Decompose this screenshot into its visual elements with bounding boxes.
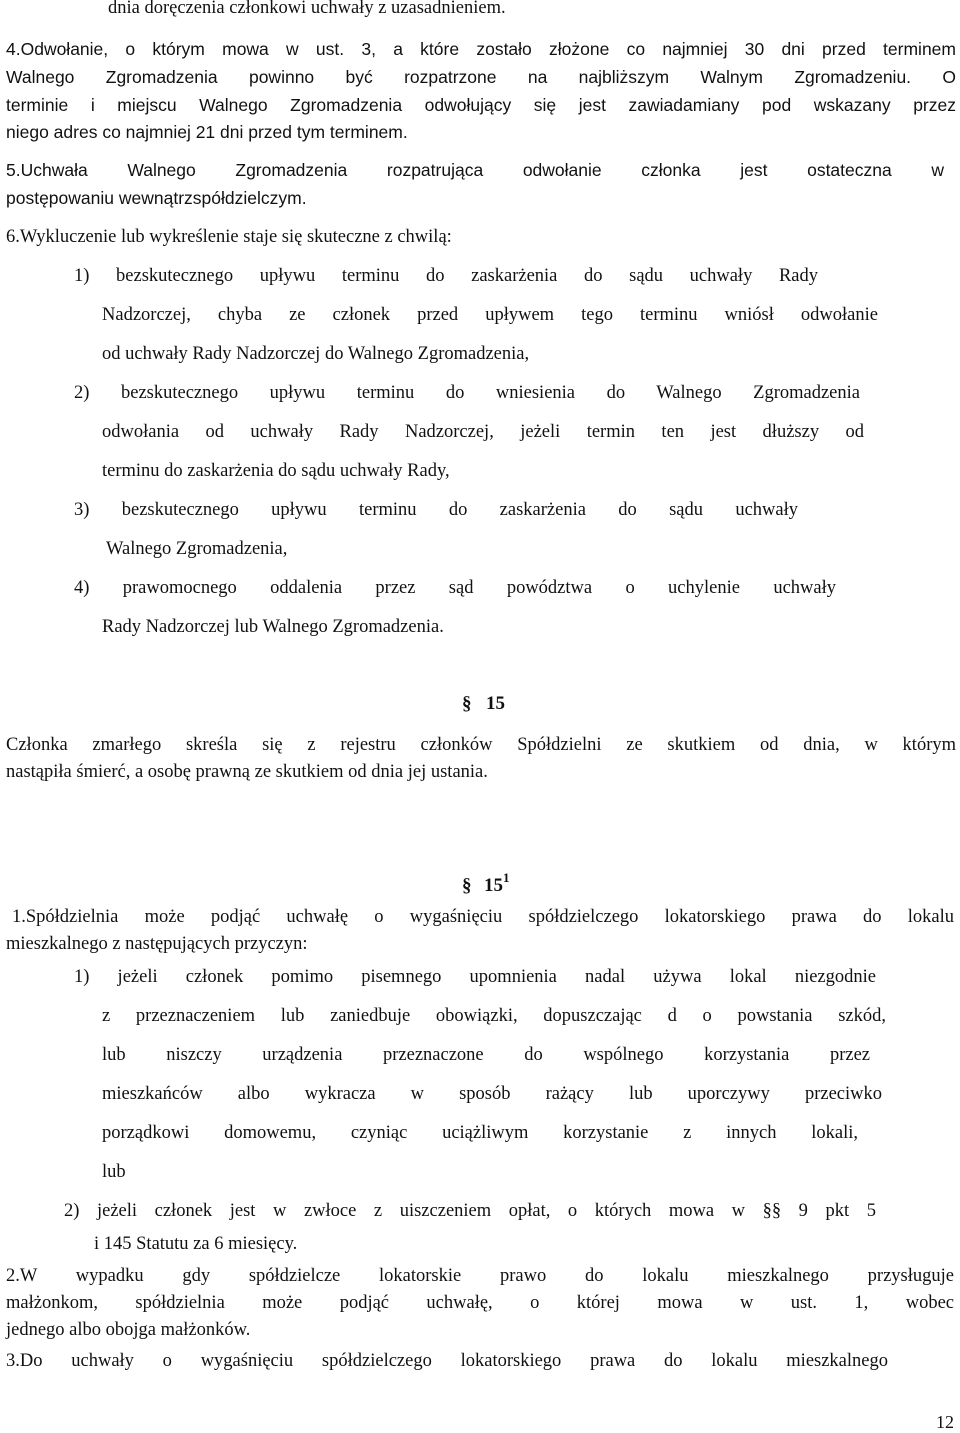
text-line: Rady Nadzorczej lub Walnego Zgromadzenia. (102, 617, 444, 637)
section-heading (462, 866, 510, 898)
text-line: od uchwały Rady Nadzorczej do Walnego Zgromadzenia, (102, 344, 530, 364)
text-line: Członka zmarłego skreśla się z rejestru członków Spółdzielni ze skutkiem od dnia, w którym (6, 735, 956, 755)
page-number: 12 (936, 1412, 954, 1432)
section-heading (462, 692, 505, 716)
list-item: 1) jeżeli członek pomimo pisemnego upomnienia nadal używa lokal niezgodnie (74, 967, 876, 987)
text-line: Nadzorczej, chyba ze członek przed upływem tego terminu wniósł odwołanie (102, 305, 878, 325)
section-mark: § (462, 875, 472, 896)
list-item: 2) jeżeli członek jest w zwłoce z uiszczeniem opłat, o których mowa w §§ 9 pkt 5 (64, 1201, 876, 1221)
text-line: jednego albo obojga małżonków. (6, 1320, 251, 1340)
section-mark: § (462, 693, 472, 714)
text-line: 4.Odwołanie, o którym mowa w ust. 3, a które zostało złożone co najmniej 30 dni przed terminem (6, 39, 956, 59)
text-line: Walnego Zgromadzenia, (106, 539, 288, 559)
list-item: 1) bezskutecznego upływu terminu do zaskarżenia do sądu uchwały Rady (74, 266, 818, 286)
text-line: 5.Uchwała Walnego Zgromadzenia rozpatrująca odwołanie członka jest ostateczna w (6, 160, 944, 180)
text-line: postępowaniu wewnątrzspółdzielczym. (6, 188, 307, 208)
text-line: porządkowi domowemu, czyniąc uciążliwym korzystanie z innych lokali, (102, 1123, 858, 1143)
text-line: 1.Spółdzielnia może podjąć uchwałę o wygaśnięciu spółdzielczego lokatorskiego prawa do lokalu (12, 907, 954, 927)
text-line: 3.Do uchwały o wygaśnięciu spółdzielczego lokatorskiego prawa do lokalu mieszkalnego (6, 1351, 888, 1371)
text-line: 2.W wypadku gdy spółdzielcze lokatorskie prawo do lokalu mieszkalnego przysługuje (6, 1266, 954, 1286)
text-line: nastąpiła śmierć, a osobę prawną ze skutkiem od dnia jej ustania. (6, 762, 488, 782)
text-line: małżonkom, spółdzielnia może podjąć uchwałę, o której mowa w ust. 1, wobec (6, 1293, 954, 1313)
text-line: niego adres co najmniej 21 dni przed tym terminem. (6, 122, 408, 142)
list-item: 4) prawomocnego oddalenia przez sąd powództwa o uchylenie uchwały (74, 578, 836, 598)
text-line: terminu do zaskarżenia do sądu uchwały Rady, (102, 461, 450, 481)
section-number: 15 (486, 693, 505, 714)
text-line: Walnego Zgromadzenia powinno być rozpatrzone na najbliższym Walnym Zgromadzeniu. O (6, 67, 956, 87)
text-line: terminie i miejscu Walnego Zgromadzenia odwołujący się jest zawiadamiany pod wskazany przez (6, 95, 956, 115)
text-line: lub niszczy urządzenia przeznaczone do wspólnego korzystania przez (102, 1045, 870, 1065)
list-item: 3) bezskutecznego upływu terminu do zaskarżenia do sądu uchwały (74, 500, 798, 520)
text-line: mieszkańców albo wykracza w sposób rażący lub uporczywy przeciwko (102, 1084, 882, 1104)
section-number: 15 (484, 875, 503, 896)
text-line: mieszkalnego z następujących przyczyn: (6, 934, 308, 954)
text-line: lub (102, 1162, 126, 1182)
text-line: 6.Wykluczenie lub wykreślenie staje się skuteczne z chwilą: (6, 227, 452, 247)
text-line: dnia doręczenia członkowi uchwały z uzasadnieniem. (108, 0, 506, 18)
list-item: 2) bezskutecznego upływu terminu do wniesienia do Walnego Zgromadzenia (74, 383, 860, 403)
text-line: i 145 Statutu za 6 miesięcy. (94, 1234, 298, 1254)
section-superscript: 1 (503, 870, 510, 885)
text-line: odwołania od uchwały Rady Nadzorczej, jeżeli termin ten jest dłuższy od (102, 422, 864, 442)
text-line: z przeznaczeniem lub zaniedbuje obowiązki, dopuszczając d o powstania szkód, (102, 1006, 886, 1026)
